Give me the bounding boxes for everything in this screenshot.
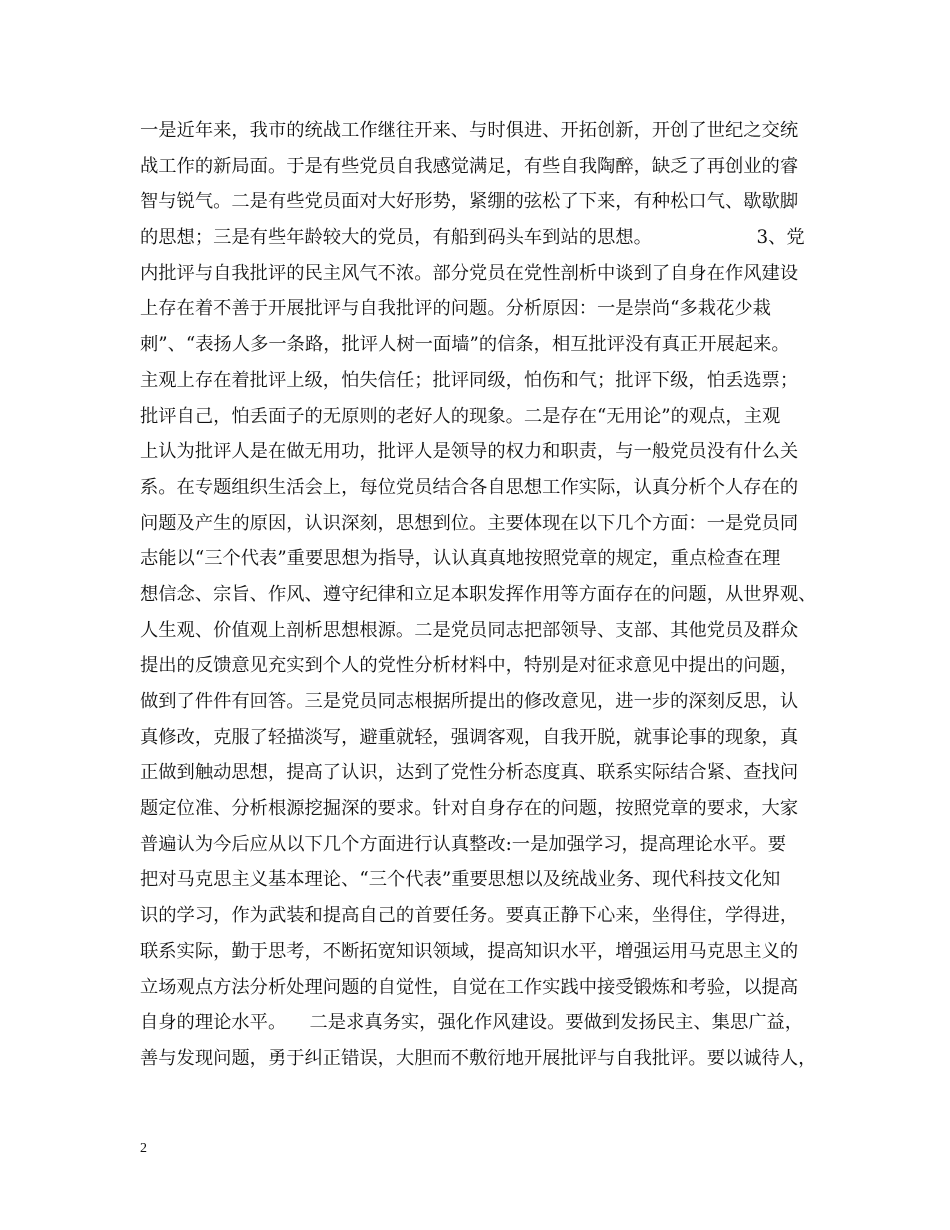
text-line: 题定位准、分析根源挖掘深的要求。针对自身存在的问题，按照党章的要求，大家 — [140, 798, 799, 820]
text-line: 战工作的新局面。于是有些党员自我感觉满足，有些自我陶醉，缺乏了再创业的睿 — [140, 155, 799, 177]
text-line: 把对马克思主义基本理论、“三个代表”重要思想以及统战业务、现代科技文化知 — [140, 869, 781, 891]
body-text — [140, 113, 830, 1077]
text-line: 批评自己，怕丢面子的无原则的老好人的现象。二是存在“无用论”的观点，主观 — [140, 405, 781, 427]
text-line: 内批评与自我批评的民主风气不浓。部分党员在党性剖析中谈到了自身在作风建设 — [140, 262, 799, 284]
text-line: 善与发现问题，勇于纠正错误，大胆而不敷衍地开展批评与自我批评。要以诚待人， — [140, 1047, 817, 1069]
text-line: 自身的理论水平。 二是求真务实，强化作风建设。要做到发扬民主、集思广益， — [140, 1012, 804, 1034]
text-line: 上存在着不善于开展批评与自我批评的问题。分析原因：一是崇尚“多栽花少栽 — [140, 298, 771, 320]
text-line: 普遍认为今后应从以下几个方面进行认真整改:一是加强学习，提高理论水平。要 — [140, 833, 787, 855]
text-line: 刺”、“表扬人多一条路，批评人树一面墙”的信条，相互批评没有真正开展起来。 — [140, 334, 790, 356]
text-line: 主观上存在着批评上级，怕失信任；批评同级，怕伤和气；批评下级，怕丢选票； — [140, 369, 799, 391]
text-line: 联系实际，勤于思考，不断拓宽知识领域，提高知识水平，增强运用马克思主义的 — [140, 940, 799, 962]
text-line: 智与锐气。二是有些党员面对大好形势，紧绷的弦松了下来，有种松口气、歇歇脚 — [140, 191, 799, 213]
text-line: 上认为批评人是在做无用功，批评人是领导的权力和职责，与一般党员没有什么关 — [140, 441, 799, 463]
text-line: 人生观、价值观上剖析思想根源。二是党员同志把部领导、支部、其他党员及群众 — [140, 619, 799, 641]
text-line: 提出的反馈意见充实到个人的党性分析材料中，特别是对征求意见中提出的问题， — [140, 655, 799, 677]
text-line: 一是近年来，我市的统战工作继往开来、与时俱进、开拓创新，开创了世纪之交统 — [140, 120, 799, 141]
text-line: 志能以“三个代表”重要思想为指导，认认真真地按照党章的规定，重点检查在理 — [140, 548, 781, 570]
text-line: 识的学习，作为武装和提高自己的首要任务。要真正静下心来，坐得住，学得进， — [140, 905, 799, 927]
text-line: 的思想；三是有些年龄较大的党员，有船到码头车到站的思想。 3、党 — [140, 227, 805, 249]
text-line: 问题及产生的原因，认识深刻，思想到位。主要体现在以下几个方面：一是党员同 — [140, 512, 799, 534]
text-line: 做到了件件有回答。三是党员同志根据所提出的修改意见，进一步的深刻反思，认 — [140, 691, 799, 712]
text-line: 想信念、宗旨、作风、遵守纪律和立足本职发挥作用等方面存在的问题，从世界观、 — [140, 583, 817, 605]
text-line: 正做到触动思想，提高了认识，达到了党性分析态度真、联系实际结合紧、查找问 — [140, 762, 799, 784]
text-line: 真修改，克服了轻描淡写，避重就轻，强调客观，自我开脱，就事论事的现象，真 — [140, 726, 799, 748]
text-line: 系。在专题组织生活会上，每位党员结合各自思想工作实际，认真分析个人存在的 — [140, 476, 799, 498]
text-line: 立场观点方法分析处理问题的自觉性，自觉在工作实践中接受锻炼和考验，以提高 — [140, 976, 799, 998]
page-number: 2 — [140, 1141, 147, 1156]
